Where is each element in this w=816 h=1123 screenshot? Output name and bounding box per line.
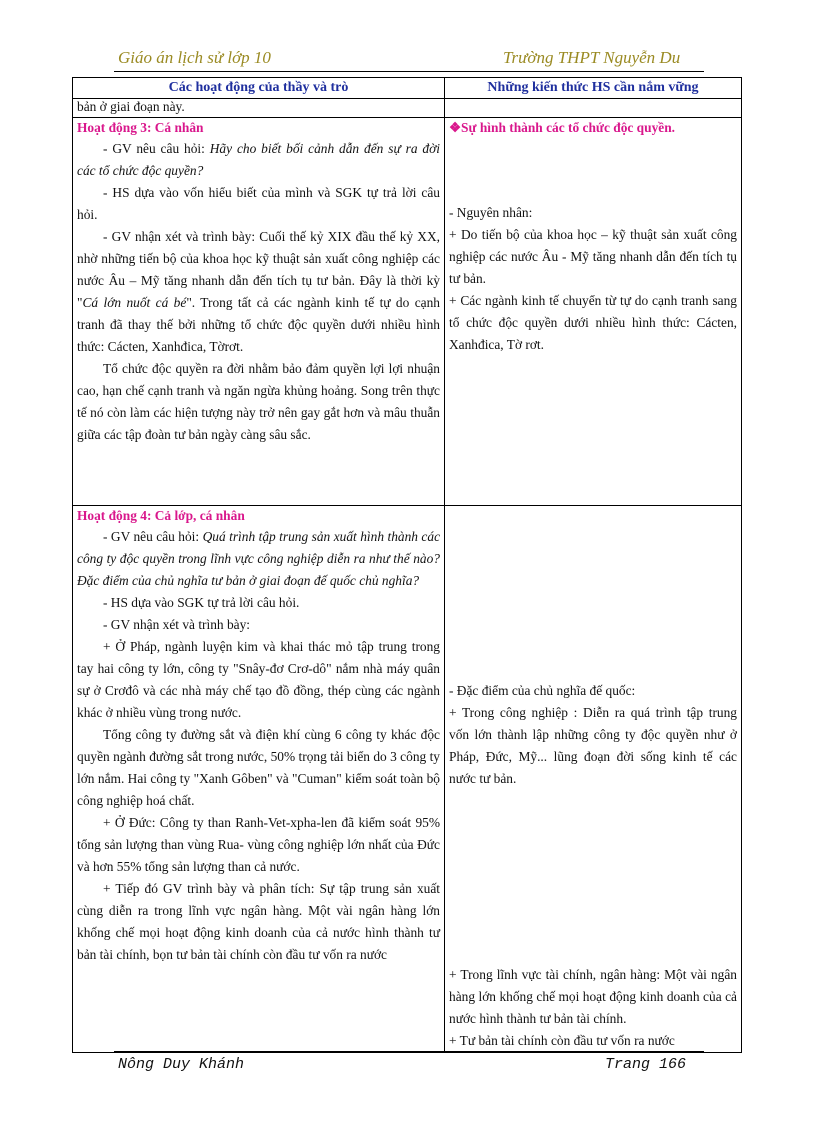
activity-3-student-step: - HS dựa vào vốn hiểu biết của mình và SGK tự trả lời câu hỏi.: [77, 185, 440, 222]
continued-text: bản ở giai đoạn này.: [77, 99, 185, 114]
spacer: [449, 506, 737, 680]
knowledge-3-cell: [445, 118, 742, 506]
empty-cell: [445, 99, 742, 118]
spacer: [449, 790, 737, 964]
lesson-table: [72, 77, 742, 1053]
header-divider: [114, 71, 704, 72]
activity-3-teacher-explain: [77, 226, 440, 358]
knowledge-4-bullet-2: + Trong lĩnh vực tài chính, ngân hàng: Một vài ngân hàng lớn khống chế mọi hoạt động kinh doanh của cả nước hình thành tư bản tài chính.: [449, 967, 737, 1026]
activity-4-cell: [73, 506, 445, 1053]
knowledge-4-cell: [445, 506, 742, 1053]
explain-part-a: - GV nhận xét và trình bày: Cuối thế kỷ XIX đầu thế kỷ XX, nhờ những tiến bộ của khoa học kỹ thuật sản xuất công nghiệp các nước Âu – Mỹ tăng nhanh dẫn đến tích tụ tư bản. Đây là thời kỳ ": [77, 229, 440, 310]
spacer: [449, 138, 737, 202]
activity-4-railway: Tổng công ty đường sắt và điện khí cùng 6 công ty khác độc quyền ngành đường sắt trong nước, 50% trọng tải biển do 3 công ty lớn nắm. Hai công ty "Xanh Gôben" và "Cuman" kiểm soát toàn bộ công nghiệp hoá chất.: [77, 727, 440, 808]
knowledge-3-cause: - Nguyên nhân:: [449, 205, 533, 220]
question-text: Quá trình tập trung sản xuất hình thành các công ty độc quyền trong lĩnh vực công nghiệp diễn ra như thế nào? Đặc điểm của chủ nghĩa tư bản ở giai đoạn đế quốc chủ nghĩa?: [77, 529, 441, 588]
footer-author: Nông Duy Khánh: [118, 1056, 245, 1073]
diamond-bullet-icon: ❖: [449, 120, 462, 135]
knowledge-4-bullet-3: + Tư bản tài chính còn đầu tư vốn ra nước: [449, 1033, 675, 1048]
activity-3-question: [77, 138, 440, 182]
activity-4-teacher-step: - GV nhận xét và trình bày:: [103, 617, 251, 632]
knowledge-3-title: ❖Sự hình thành các tổ chức độc quyền.: [449, 120, 676, 135]
activity-4-student-step: - HS dựa vào SGK tự trả lời câu hỏi.: [103, 595, 300, 610]
footer-divider: [114, 1051, 704, 1052]
activity-4-france: + Ở Pháp, ngành luyện kim và khai thác mỏ tập trung trong tay hai công ty lớn, công ty "Snây-đơ Crơ-dô" nắm nhà máy quân sự ở Crơđô và các nhà máy chế tạo đồ đồng, thép cùng các ngành khác ở nhiều vùng trong nước.: [77, 639, 440, 720]
col-header-activities: Các hoạt động của thầy và trò: [73, 78, 445, 99]
question-text: Hãy cho biết bối cảnh dẫn đến sự ra đời các tổ chức độc quyền?: [77, 141, 440, 178]
question-prefix: - GV nêu câu hỏi:: [103, 141, 210, 156]
activity-4-title: Hoạt động 4: Cả lớp, cá nhân: [77, 508, 245, 523]
activity-4-question: [77, 526, 440, 592]
footer-page-number: Trang 166: [605, 1056, 687, 1073]
knowledge-4-features: - Đặc điểm của chủ nghĩa đế quốc:: [449, 683, 636, 698]
col-header-knowledge: Những kiến thức HS cần nắm vững: [445, 78, 742, 99]
question-prefix: - GV nêu câu hỏi:: [103, 529, 203, 544]
activity-4-germany: + Ở Đức: Công ty than Ranh-Vet-xpha-len đã kiểm soát 95% tổng sản lượng than vùng Rua- vùng công nghiệp lớn nhất của Đức và hơn 55% tổng sản lượng than cả nước.: [77, 815, 440, 874]
header-subject: Giáo án lịch sử lớp 10: [118, 48, 271, 67]
table-row-activity-3: [73, 118, 742, 506]
activity-3-cell: [73, 118, 445, 506]
explain-italic: Cá lớn nuốt cá bé: [82, 295, 187, 310]
header-school: Trường THPT Nguyễn Du: [503, 48, 681, 67]
table-row-activity-4: [73, 506, 742, 1053]
activity-3-title: Hoạt động 3: Cá nhân: [77, 120, 204, 135]
table-row: [73, 99, 742, 118]
activity-3-conclusion: Tổ chức độc quyền ra đời nhằm bảo đảm quyền lợi lợi nhuận cao, hạn chế cạnh tranh và ngăn ngừa khủng hoảng. Song trên thực tế nó còn làm các hiện tượng này trở nên gay gắt hơn và mâu thuẫn giữa các tập đoàn tư bản ngày càng sâu sắc.: [77, 361, 440, 442]
table-header-row: [73, 78, 742, 99]
continued-text-cell: [73, 99, 445, 118]
activity-4-banking: + Tiếp đó GV trình bày và phân tích: Sự tập trung sản xuất cùng diễn ra trong lĩnh vực ngân hàng. Một vài ngân hàng lớn khống chế mọi hoạt động kinh doanh của cả nước hình thành tư bản tài chính, bọn tư bản tài chính còn đầu tư vốn ra nước: [77, 881, 440, 962]
explain-part-b: ". Trong tất cả các ngành kinh tế tự do cạnh tranh đã thay thế bởi những tổ chức độc quyền dưới nhiều hình thức: Cácten, Xanhđica, Tờrơt.: [77, 295, 440, 354]
knowledge-3-bullet-1: + Do tiến bộ của khoa học – kỹ thuật sản xuất công nghiệp các nước Âu - Mỹ tăng nhanh dẫn đến tích tụ tư bản.: [449, 227, 737, 286]
knowledge-3-bullet-2: + Các ngành kinh tế chuyển từ tự do cạnh tranh sang tổ chức độc quyền dưới nhiều hình thức: Cácten, Xanhđica, Tờ rơt.: [449, 293, 737, 352]
knowledge-4-bullet-1: + Trong công nghiệp : Diễn ra quá trình tập trung vốn lớn thành lập những công ty độc quyền như ở Pháp, Đức, Mỹ... lũng đoạn đời sống kinh tế các nước tư bản.: [449, 705, 737, 786]
